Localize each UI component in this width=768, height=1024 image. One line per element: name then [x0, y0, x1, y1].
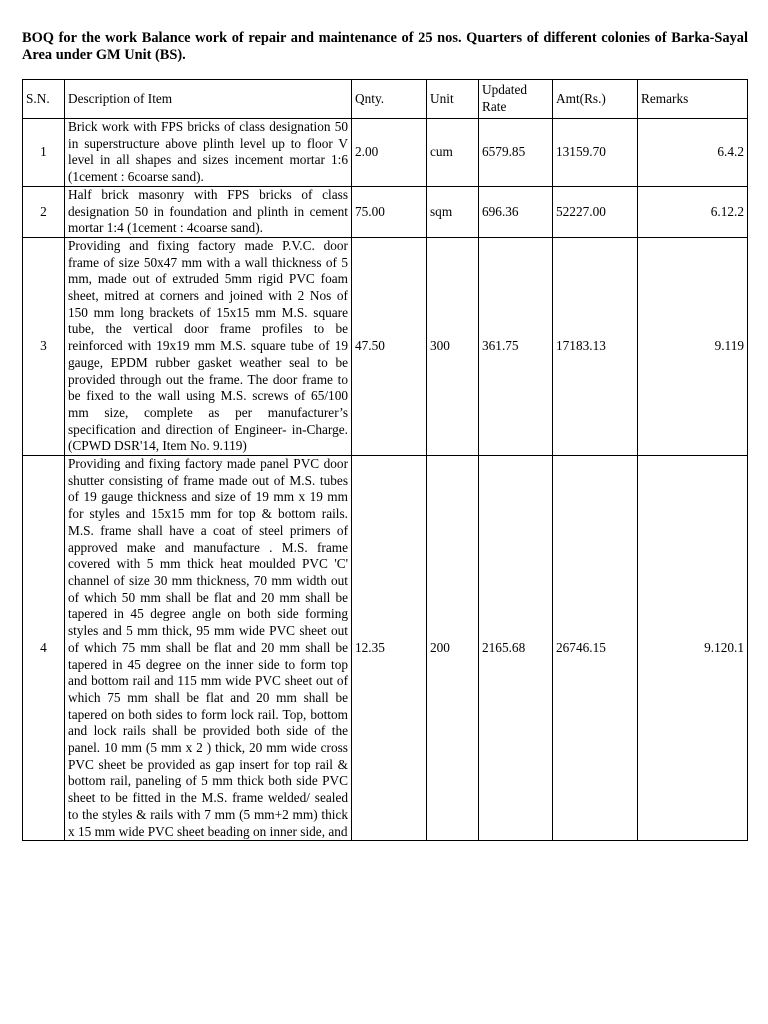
table-row — [23, 456, 748, 841]
header-updated-rate — [479, 80, 553, 119]
table-row — [23, 237, 748, 455]
table-header-row — [23, 80, 748, 119]
row-amount: 52227.00 — [553, 186, 638, 237]
row-rate: 696.36 — [479, 186, 553, 237]
header-amount: Amt(Rs.) — [553, 80, 638, 119]
header-unit: Unit — [427, 80, 479, 119]
row-description: Brick work with FPS bricks of class designation 50 in superstructure above plinth level up to floor V level in all shapes and sizes incement mortar 1:6 (1cement : 6coarse sand). — [65, 119, 352, 187]
row-amount: 26746.15 — [553, 456, 638, 841]
row-description: Providing and fixing factory made P.V.C. door frame of size 50x47 mm with a wall thickness of 5 mm, made out of extruded 5mm rigid PVC foam sheet, mitred at corners and joined with 2 Nos of 150 mm long brackets of 15x15 mm M.S. square tube, the vertical door frame profiles to be reinforced with 19x19 mm M.S. square tube of 19 gauge, EPDM rubber gasket weather seal to be provided through out the frame. The door frame to be fixed to the wall using M.S. screws of 65/100 mm size, complete as per manufacturer’s specification and direction of Engineer- in-Charge. (CPWD DSR'14, Item No. 9.119) — [65, 237, 352, 455]
row-description: Half brick masonry with FPS bricks of class designation 50 in foundation and plinth in cement mortar 1:4 (1cement : 4coarse sand). — [65, 186, 352, 237]
row-rate: 361.75 — [479, 237, 553, 455]
row-amount: 13159.70 — [553, 119, 638, 187]
row-quantity: 12.35 — [352, 456, 427, 841]
table-row — [23, 186, 748, 237]
row-remarks: 6.4.2 — [638, 119, 748, 187]
row-unit: 300 — [427, 237, 479, 455]
row-unit: cum — [427, 119, 479, 187]
row-remarks: 9.119 — [638, 237, 748, 455]
table-row — [23, 119, 748, 187]
row-sn: 4 — [23, 456, 65, 841]
row-remarks: 9.120.1 — [638, 456, 748, 841]
header-remarks: Remarks — [638, 80, 748, 119]
header-sn: S.N. — [23, 80, 65, 119]
header-rate-line1: Updated — [482, 82, 528, 98]
row-description: Providing and fixing factory made panel PVC door shutter consisting of frame made out of M.S. tubes of 19 gauge thickness and size of 19 mm x 19 mm for styles and 15x15 mm for top & bottom rails. M.S. frame shall have a coat of steel primers of approved make and manufacture . M.S. frame covered with 5 mm thick heat moulded PVC 'C' channel of size 30 mm thickness, 70 mm width out of which 50 mm shall be flat and 20 mm shall be tapered in 45 degree angle on both side forming styles and 5 mm thick, 95 mm wide PVC sheet out of which 75 mm shall be flat and 20 mm shall be tapered in 45 degree on the inner side to form top and bottom rail and 115 mm wide PVC sheet out of which 75 mm shall be flat and 20 mm shall be tapered on both sides to form lock rail. Top, bottom and lock rails shall be provided both side of the panel. 10 mm (5 mm x 2 ) thick, 20 mm wide cross PVC sheet be provided as gap insert for top rail & bottom rail, paneling of 5 mm thick both side PVC sheet to be fitted in the M.S. frame welded/ sealed to the styles & rails with 7 mm (5 mm+2 mm) thick x 15 mm wide PVC sheet beading on inner side, and — [65, 456, 352, 841]
row-amount: 17183.13 — [553, 237, 638, 455]
row-quantity: 47.50 — [352, 237, 427, 455]
header-quantity: Qnty. — [352, 80, 427, 119]
row-sn: 2 — [23, 186, 65, 237]
header-description: Description of Item — [65, 80, 352, 119]
row-quantity: 2.00 — [352, 119, 427, 187]
row-quantity: 75.00 — [352, 186, 427, 237]
row-unit: 200 — [427, 456, 479, 841]
row-unit: sqm — [427, 186, 479, 237]
row-sn: 1 — [23, 119, 65, 187]
row-rate: 2165.68 — [479, 456, 553, 841]
row-sn: 3 — [23, 237, 65, 455]
header-rate-line2: Rate — [482, 99, 507, 114]
document-title: BOQ for the work Balance work of repair and maintenance of 25 nos. Quarters of different colonies of Barka-Sayal Area under GM Unit (BS). — [22, 30, 748, 63]
row-remarks: 6.12.2 — [638, 186, 748, 237]
row-rate: 6579.85 — [479, 119, 553, 187]
boq-table — [22, 79, 748, 841]
